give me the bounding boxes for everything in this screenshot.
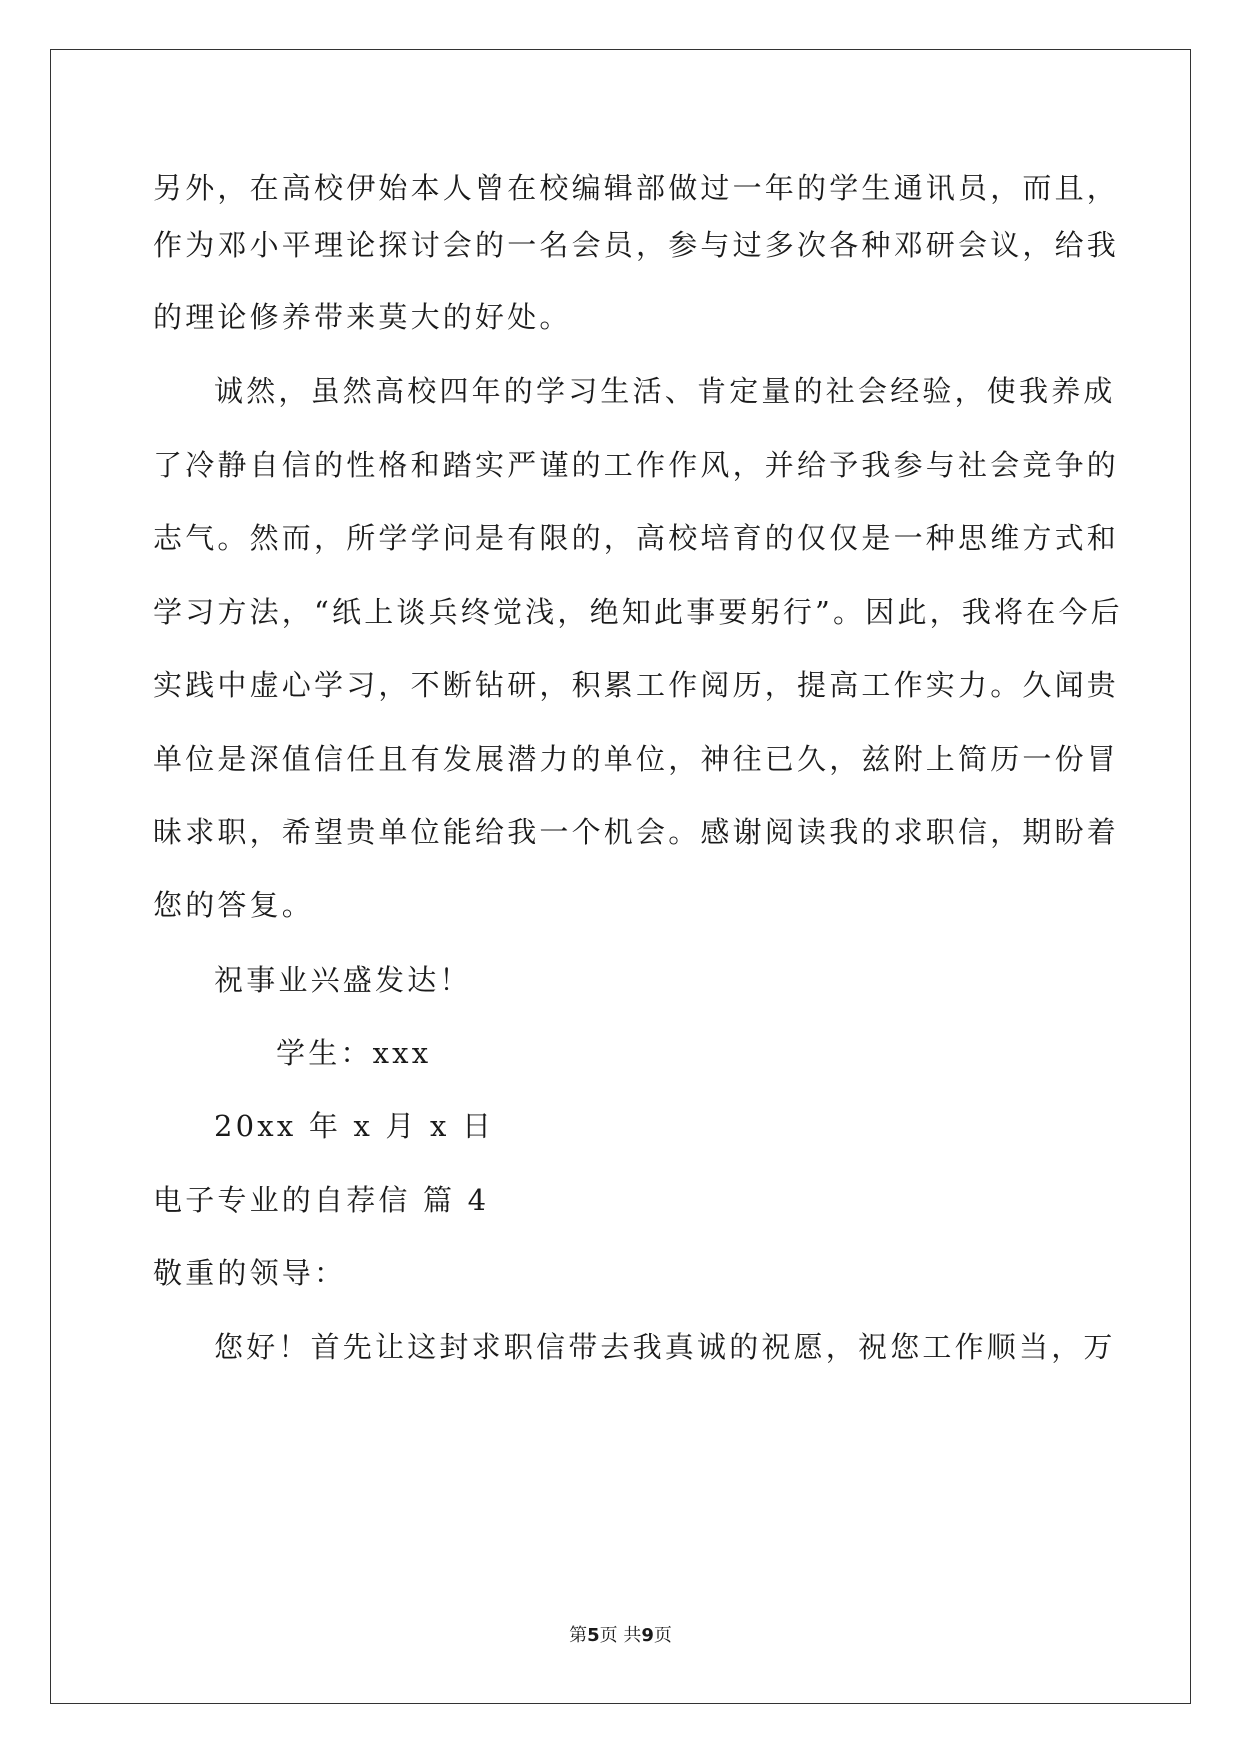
body-line-11: 您的答复。 (153, 888, 315, 922)
page-prefix: 第 (569, 1625, 588, 1646)
body-line-4: 诚然，虽然高校四年的学习生活、肯定量的社会经验，使我养成 (214, 374, 1116, 408)
body-line-6: 志气。然而，所学学问是有限的，高校培育的仅仅是一种思维方式和 (153, 521, 1120, 555)
body-line-9: 单位是深值信任且有发展潜力的单位，神往已久，兹附上简历一份冒 (153, 742, 1120, 776)
date-line: 20xx 年 x 月 x 日 (214, 1109, 495, 1143)
page-current-number: 5 (587, 1625, 600, 1646)
page-footer (0, 1624, 1241, 1648)
body-line-5: 了冷静自信的性格和踏实严谨的工作作风，并给予我参与社会竞争的 (153, 448, 1120, 482)
salutation: 敬重的领导： (153, 1256, 347, 1290)
body-line-1: 另外，在高校伊始本人曾在校编辑部做过一年的学生通讯员，而且， (153, 171, 1120, 205)
closing-wish: 祝事业兴盛发达！ (214, 963, 472, 997)
body-line-8: 实践中虚心学习，不断钻研，积累工作阅历，提高工作实力。久闻贵 (153, 668, 1120, 702)
section-title: 电子专业的自荐信 篇 4 (153, 1183, 490, 1217)
signature: 学生：xxx (276, 1036, 432, 1070)
greeting-line: 您好！首先让这封求职信带去我真诚的祝愿，祝您工作顺当，万 (214, 1330, 1116, 1364)
body-line-10: 昧求职，希望贵单位能给我一个机会。感谢阅读我的求职信，期盼着 (153, 815, 1120, 849)
body-line-7: 学习方法，“纸上谈兵终觉浅，绝知此事要躬行”。因此，我将在今后 (153, 595, 1123, 629)
body-line-2: 作为邓小平理论探讨会的一名会员，参与过多次各种邓研会议，给我 (153, 228, 1120, 262)
body-line-3: 的理论修养带来莫大的好处。 (153, 300, 572, 334)
page-suffix: 页 (653, 1625, 672, 1646)
page-total-number: 9 (641, 1625, 654, 1646)
page-mid: 页 共 (599, 1625, 642, 1646)
